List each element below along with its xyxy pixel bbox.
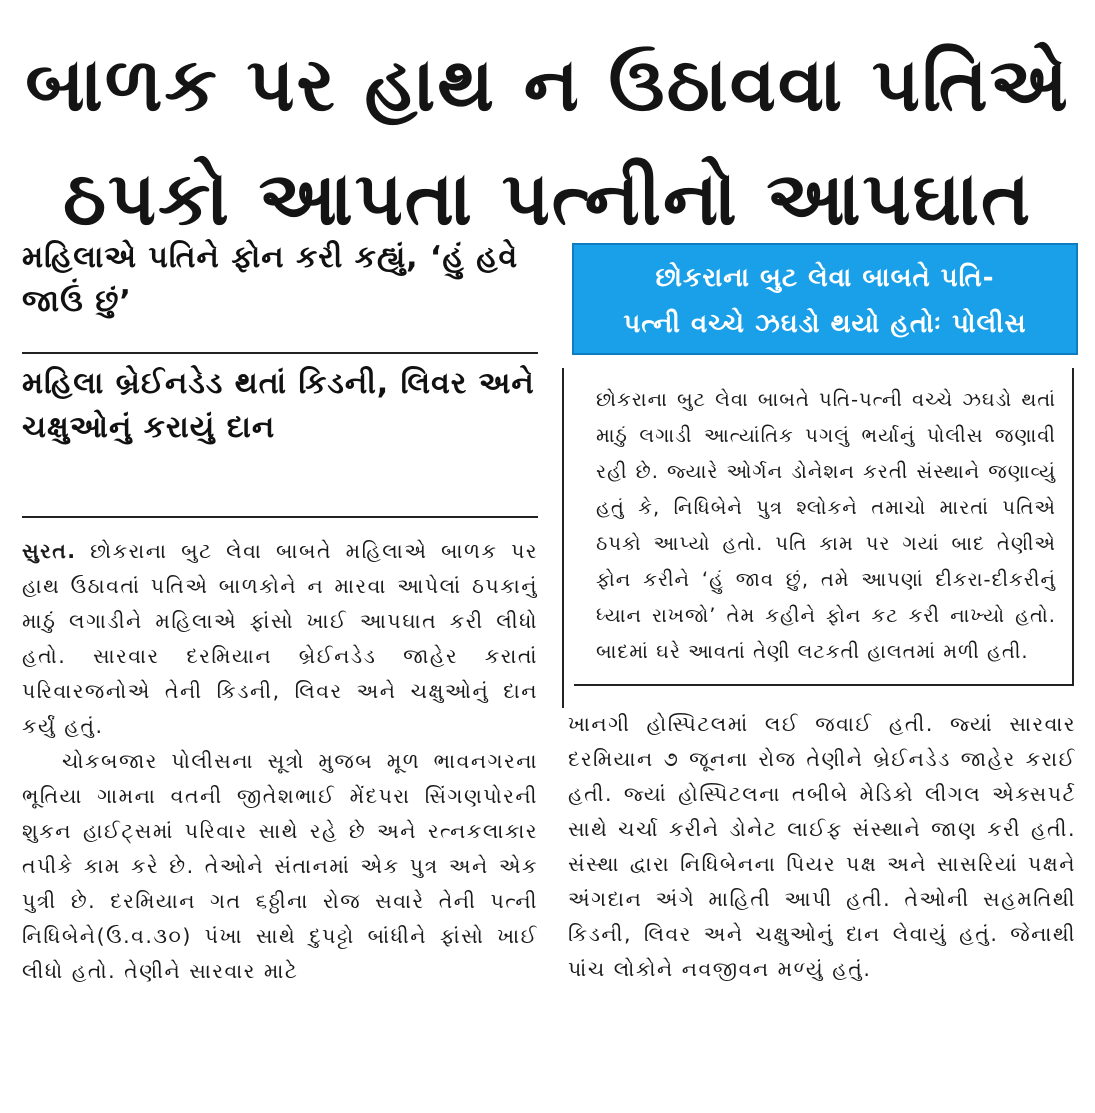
left-article-body (22, 534, 538, 989)
inset-story (574, 368, 1074, 686)
divider-rule (22, 516, 538, 518)
box-line-2: પત્ની વચ્ચે ઝઘડો થયો હતોઃ પોલીસ (623, 309, 1027, 339)
headline (0, 28, 1095, 256)
paragraph-text: છોકરાના બુટ લેવા બાબતે મહિલાએ બાળક પર હાથ ઉઠાવતાં પતિએ બાળકોને ન મારવા આપેલાં ઠપકાનું માઠું લગાડીને મહિલાએ ફાંસો ખાઈ આપઘાત કરી લીધો હતો. સારવાર દરમિયાન બ્રેઈનડેડ જાહેર કરાતાં પરિવારજનોએ તેની કિડની, લિવર અને ચક્ષુઓનું દાન કર્યું હતું. (22, 539, 538, 738)
subhead-organ-donation: મહિલા બ્રેઈનડેડ થતાં કિડની, લિવર અને ચક્ષુઓનું કરાયું દાન (22, 366, 535, 445)
right-article-body: ખાનગી હોસ્પિટલમાં લઈ જવાઈ હતી. જ્યાં સારવાર દરમિયાન ૭ જૂનના રોજ તેણીને બ્રેઈનડેડ જાહેર કરાઈ હતી. જ્યાં હોસ્પિટલના તબીબે મેડિકો લીગલ એક્સપર્ટ સાથે ચર્ચા કરીને ડોનેટ લાઈફ સંસ્થાને જાણ કરી હતી. સંસ્થા દ્વારા નિધિબેનના પિયર પક્ષ અને સાસરિયાં પક્ષને અંગદાન અંગે માહિતી આપી હતી. તેઓની સહમતિથી કિડની, લિવર અને ચક્ષુઓનું દાન લેવાયું હતું. જેનાથી પાંચ લોકોને નવજીવન મળ્યું હતું. (568, 712, 1076, 981)
article-paragraph (22, 534, 538, 744)
subhead-phone-call: મહિલાએ પતિને ફોન કરી કહ્યું, ‘હું હવે જાઉં છું’ (22, 240, 519, 319)
article-paragraph: ચોકબજાર પોલીસના સૂત્રો મુજબ મૂળ ભાવનગરના ભૂતિયા ગામના વતની જીતેશભાઈ મેંદપરા સિંગણપોરની શુકન હાઈટ્સમાં પરિવાર સાથે રહે છે અને રત્નકલાકાર તપીકે કામ કરે છે. તેઓને સંતાનમાં એક પુત્ર અને એક પુત્રી છે. દરમિયાન ગત ૬ઠ્ઠીના રોજ સવારે તેની પત્ની નિધિબેને(ઉ.વ.૩૦) પંખા સાથે દુપટ્ટો બાંધીને ફાંસો ખાઈ લીધો હતો. તેણીને સારવાર માટે (22, 749, 538, 983)
left-subheads (22, 236, 538, 490)
dateline: સુરત. (22, 539, 77, 563)
inset-text: છોકરાના બુટ લેવા બાબતે પતિ-પત્ની વચ્ચે ઝઘડો થતાં માઠું લગાડી આત્યાંતિક પગલું ભર્યાનું પોલીસ જણાવી રહી છે. જ્યારે ઓર્ગન ડોનેશન કરતી સંસ્થાને જણાવ્યું હતું કે, નિધિબેને પુત્ર શ્લોકને તમાચો મારતાં પતિએ ઠપકો આપ્યો હતો. પતિ કામ પર ગયાં બાદ તેણીએ ફોન કરીને ‘હું જાવ છું, તમે આપણાં દીકરા-દીકરીનું ધ્યાન રાખજો’ તેમ કહીને ફોન કટ કરી નાખ્યો હતો. બાદમાં ઘરે આવતાં તેણી લટકતી હાલતમાં મળી હતી. (596, 388, 1056, 663)
box-line-1: છોકરાના બુટ લેવા બાબતે પતિ- (655, 263, 995, 293)
column-divider (562, 368, 564, 708)
police-statement-box (572, 243, 1078, 355)
headline-line-2: ઠપકો આપતા પત્નીનો આપઘાત (62, 156, 1033, 242)
divider-rule (22, 352, 538, 354)
headline-line-1: બાળક પર હાથ ન ઉઠાવવા પતિએ (25, 42, 1070, 128)
